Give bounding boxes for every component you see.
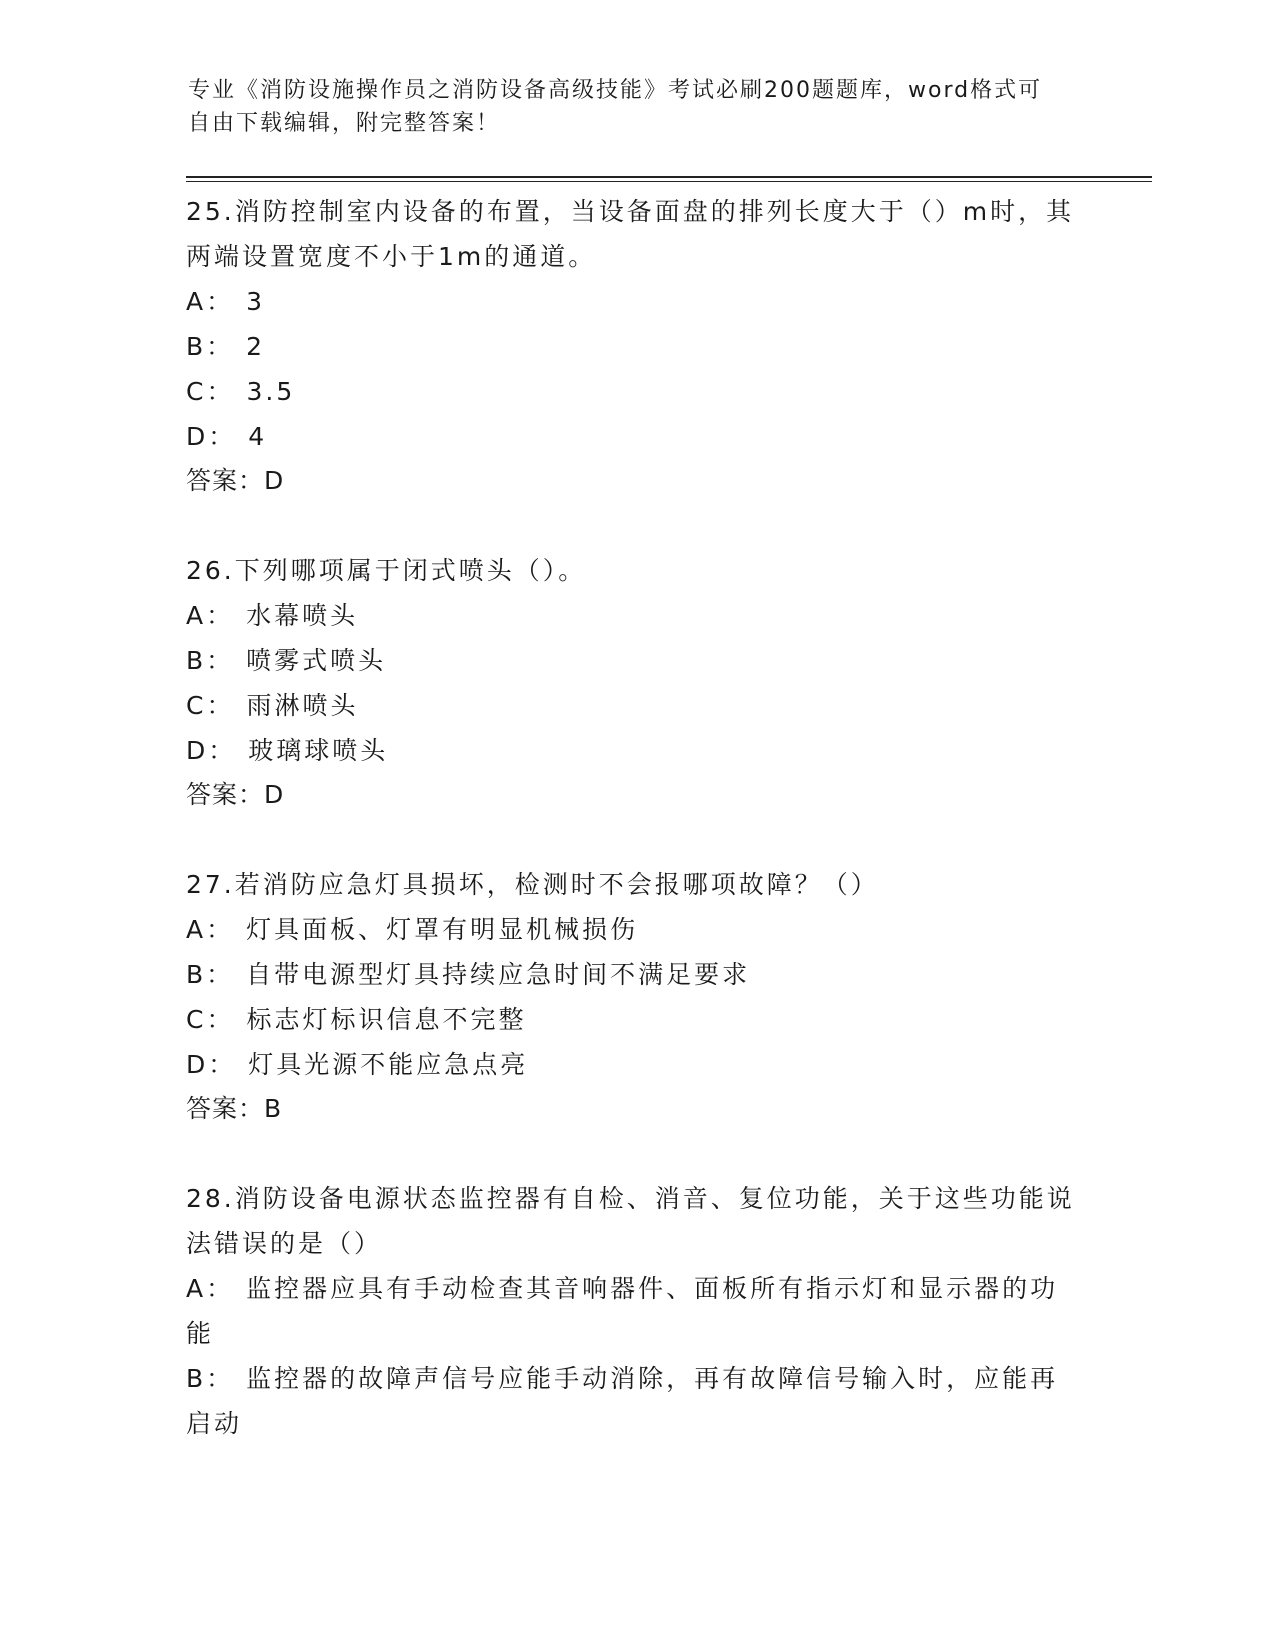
question-26 xyxy=(186,547,1086,817)
option-a xyxy=(186,593,1086,638)
answer-line: 答案：D xyxy=(186,466,285,495)
option-a xyxy=(186,279,1086,324)
option-b xyxy=(186,1356,1086,1446)
option-b xyxy=(186,952,1086,997)
option-key: C： xyxy=(186,1005,235,1034)
question-25 xyxy=(186,188,1086,503)
option-text: 监控器的故障声信号应能手动消除，再有故障信号输入时，应能再启动 xyxy=(186,1364,1059,1438)
option-key: B： xyxy=(186,332,235,361)
document-header xyxy=(188,74,1068,140)
option-text: 水幕喷头 xyxy=(246,601,359,630)
option-key: B： xyxy=(186,646,235,675)
option-c xyxy=(186,997,1086,1042)
header-rule-thick xyxy=(186,176,1152,178)
header-line-1: 专业《消防设施操作员之消防设备高级技能》考试必刷200题题库，word格式可 xyxy=(188,78,1043,103)
option-text: 监控器应具有手动检查其音响器件、面板所有指示灯和显示器的功能 xyxy=(186,1274,1059,1348)
header-rule-thin xyxy=(186,181,1152,182)
option-c xyxy=(186,369,1086,414)
option-d xyxy=(186,728,1086,773)
option-key: A： xyxy=(186,915,235,944)
answer-line: 答案：D xyxy=(186,780,285,809)
option-text: 灯具光源不能应急点亮 xyxy=(248,1050,529,1079)
option-key: B： xyxy=(186,1364,235,1393)
question-text: 25.消防控制室内设备的布置，当设备面盘的排列长度大于（）m时，其两端设置宽度不小于1m的通道。 xyxy=(186,197,1075,271)
option-key: B： xyxy=(186,960,235,989)
option-text: 灯具面板、灯罩有明显机械损伤 xyxy=(246,915,639,944)
option-key: C： xyxy=(186,691,235,720)
question-text: 28.消防设备电源状态监控器有自检、消音、复位功能，关于这些功能说法错误的是（） xyxy=(186,1184,1075,1258)
option-c xyxy=(186,683,1086,728)
option-d xyxy=(186,1042,1086,1087)
option-a xyxy=(186,907,1086,952)
option-a xyxy=(186,1266,1086,1356)
option-text: 标志灯标识信息不完整 xyxy=(246,1005,527,1034)
answer-line: 答案：B xyxy=(186,1094,283,1123)
question-text: 26.下列哪项属于闭式喷头（）。 xyxy=(186,556,587,585)
option-key: D： xyxy=(186,1050,237,1079)
option-d xyxy=(186,414,1086,459)
option-text: 2 xyxy=(246,332,266,361)
question-list xyxy=(186,188,1086,1490)
option-text: 雨淋喷头 xyxy=(246,691,359,720)
option-key: D： xyxy=(186,736,237,765)
option-key: A： xyxy=(186,287,235,316)
option-text: 自带电源型灯具持续应急时间不满足要求 xyxy=(246,960,751,989)
option-b xyxy=(186,638,1086,683)
question-27 xyxy=(186,861,1086,1131)
option-text: 4 xyxy=(248,422,268,451)
header-line-2: 自由下载编辑，附完整答案！ xyxy=(188,111,501,136)
option-key: D： xyxy=(186,422,237,451)
option-b xyxy=(186,324,1086,369)
option-text: 3 xyxy=(246,287,266,316)
option-key: A： xyxy=(186,601,235,630)
option-key: C： xyxy=(186,377,235,406)
option-text: 喷雾式喷头 xyxy=(246,646,387,675)
question-28 xyxy=(186,1175,1086,1446)
option-text: 3.5 xyxy=(246,377,296,406)
question-text: 27.若消防应急灯具损坏，检测时不会报哪项故障？（） xyxy=(186,870,879,899)
option-key: A： xyxy=(186,1274,235,1303)
option-text: 玻璃球喷头 xyxy=(248,736,389,765)
